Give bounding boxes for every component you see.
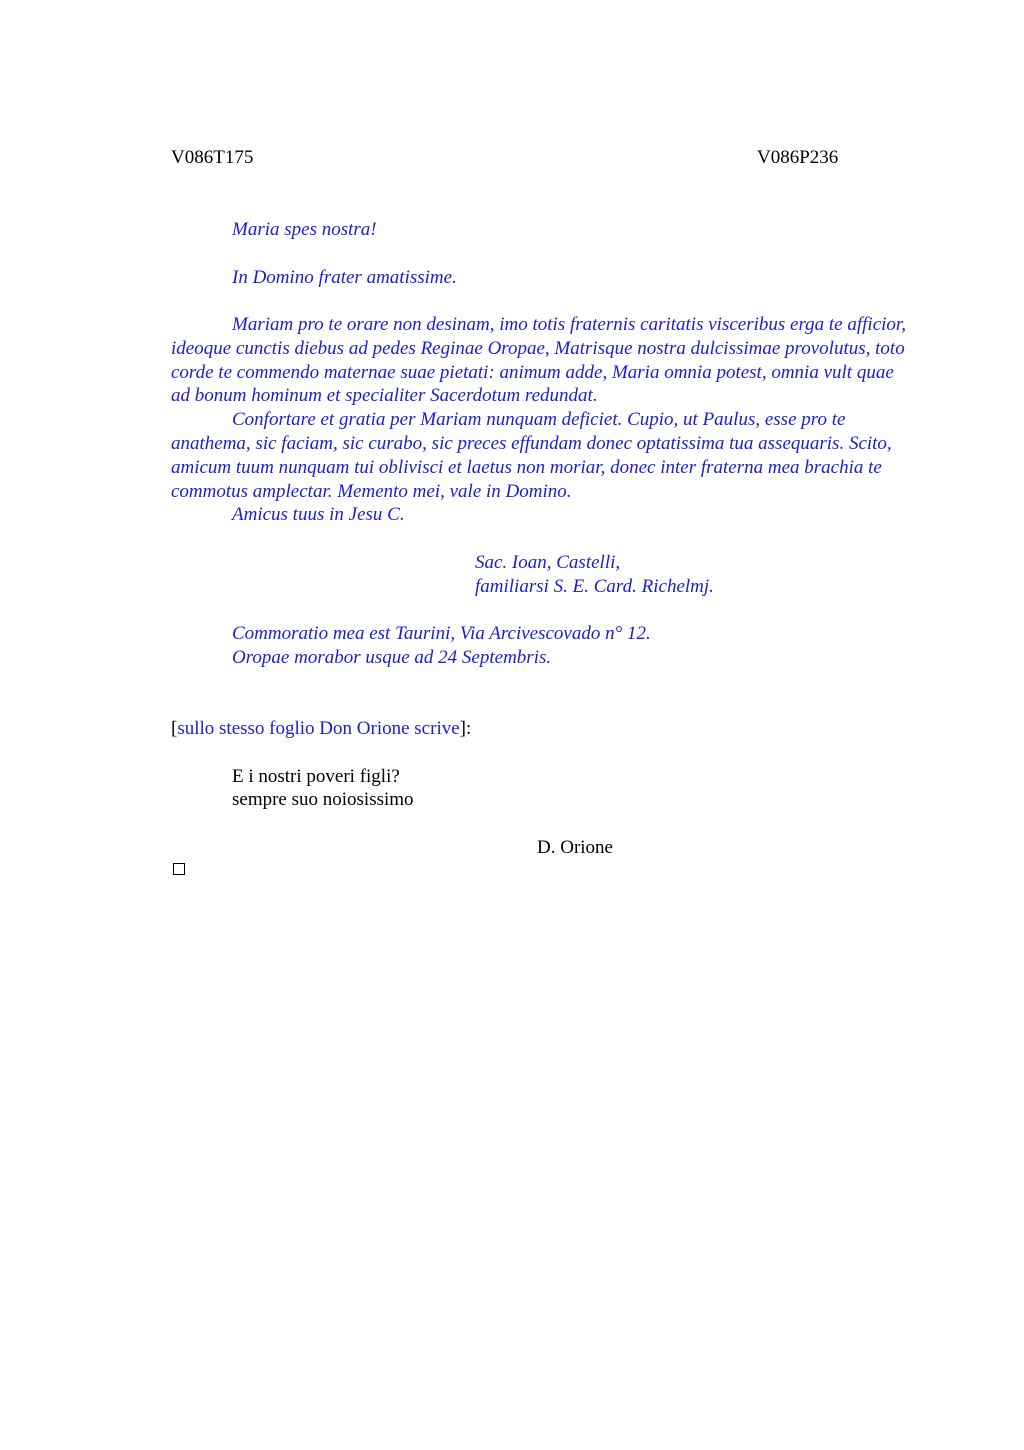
orione-line-1: E i nostri poveri figli? [232,766,400,787]
editorial-note [171,717,471,741]
document-code-right: V086P236 [757,147,839,168]
letter-closing: Amicus tuus in Jesu C. [232,504,405,526]
salutation-greeting: In Domino frater amatissime. [232,267,457,288]
letter-body [171,313,916,527]
document-code-left: V086T175 [171,147,254,168]
signature-name: Sac. Ioan, Castelli, [475,552,621,573]
signature-title: familiarsi S. E. Card. Richelmj. [475,576,714,597]
salutation-invocation: Maria spes nostra! [232,219,377,240]
postscript-stay: Oropae morabor usque ad 24 Septembris. [232,647,552,668]
note-text: sullo stesso foglio Don Orione scrive [177,718,460,739]
orione-signature: D. Orione [537,837,613,858]
orione-line-2: sempre suo noiosissimo [232,789,414,810]
note-close-bracket: ]: [459,718,472,739]
letter-paragraph: Confortare et gratia per Mariam nunquam deficiet. Cupio, ut Paulus, esse pro te anathema, sic faciam, sic curabo, sic preces effundam donec optatissima tua assequaris. Scito, amicum tuum nunquam tui oblivisci et laetus non moriar, donec inter fraterna mea brachia te commotus amplectar. Memento mei, vale in Domino. [171,409,892,502]
end-square-mark [173,863,185,875]
note-open-bracket: [ [171,718,178,739]
letter-paragraph: Mariam pro te orare non desinam, imo totis fraternis caritatis visceribus erga te afficior, ideoque cunctis diebus ad pedes Reginae Oropae, Matrisque nostra dulcissimae provolutus, toto corde te commendo maternae suae pietati: animum adde, Maria omnia potest, omnia vult quae ad bonum hominum et specialiter Sacerdotum redundat. [171,314,906,407]
postscript-address: Commoratio mea est Taurini, Via Arcivescovado n° 12. [232,623,651,644]
